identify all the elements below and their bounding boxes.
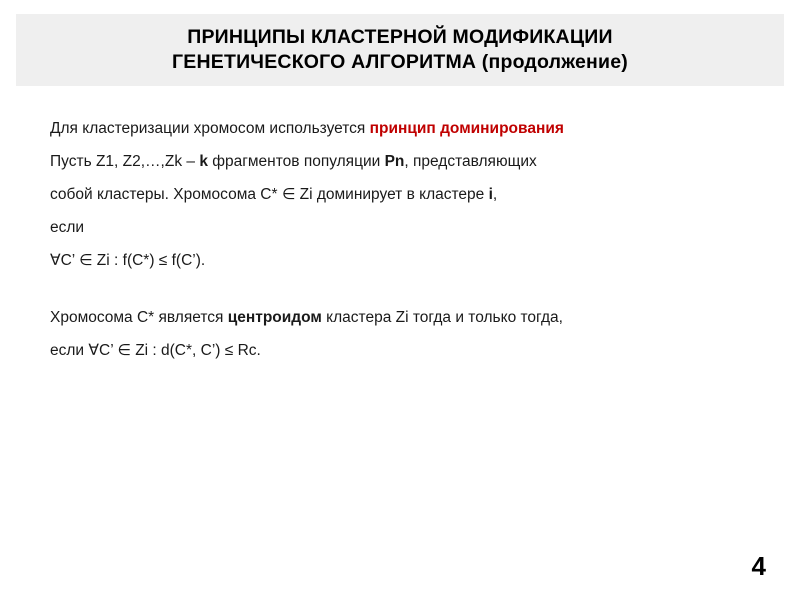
- body-line-5-part-b: C’: [60, 252, 79, 269]
- body-line-2-bold-k: k: [199, 153, 208, 170]
- body-line-3: [50, 178, 760, 211]
- body-line-7-part-c: C’: [99, 342, 118, 359]
- body-line-3-part-e: ,: [492, 186, 498, 203]
- element-of-symbol: ∈: [78, 251, 93, 269]
- page-title-line-2-suffix: ): [621, 51, 628, 73]
- page-number: 4: [751, 551, 766, 581]
- body-line-1-part-a: Для кластеризации хромосом используется: [50, 120, 370, 137]
- body-line-6-part-c: кластера Zi тогда и только тогда,: [321, 309, 563, 326]
- body-line-2-part-e: , представляющих: [404, 153, 537, 170]
- body-line-5: [50, 244, 760, 277]
- element-of-symbol: ∈: [281, 185, 296, 203]
- body-line-6-bold-centroid: центроидом: [227, 309, 322, 326]
- element-of-symbol: ∈: [117, 341, 131, 359]
- body-line-7-part-a: если: [50, 342, 89, 359]
- body-line-7: [50, 334, 760, 367]
- body-line-1: [50, 112, 760, 145]
- body-line-3-bold-i: i: [488, 186, 493, 203]
- body-line-6-part-a: Хромосома C* является: [50, 309, 228, 326]
- body-line-7-part-e: Zi : d(C*, C’) ≤ Rc.: [130, 342, 261, 359]
- page-title-line-2: [172, 50, 628, 75]
- body-line-1-accent: принцип доминирования: [369, 120, 564, 137]
- body-content: [50, 112, 760, 367]
- body-line-3-part-c: Zi доминирует в кластере: [295, 186, 489, 203]
- body-line-6: [50, 301, 760, 334]
- body-line-2-part-a: Пусть Z1, Z2,…,Zk –: [50, 153, 200, 170]
- body-line-2-part-c: фрагментов популяции: [207, 153, 385, 170]
- body-line-4: если: [50, 219, 85, 236]
- body-line-2: [50, 145, 760, 178]
- body-spacer: [50, 277, 760, 301]
- page-title-line-1: ПРИНЦИПЫ КЛАСТЕРНОЙ МОДИФИКАЦИИ: [187, 26, 613, 48]
- forall-symbol: ∀: [50, 251, 61, 269]
- page-title: [16, 14, 784, 86]
- page-title-line-2-main: ГЕНЕТИЧЕСКОГО АЛГОРИТМА (продолжение: [172, 51, 622, 73]
- forall-symbol: ∀: [88, 341, 99, 359]
- body-line-3-part-a: собой кластеры. Хромосома C*: [50, 186, 282, 203]
- body-line-2-bold-pn: Pn: [384, 153, 405, 170]
- body-line-5-part-d: Zi : f(C*) ≤ f(C’).: [92, 252, 206, 269]
